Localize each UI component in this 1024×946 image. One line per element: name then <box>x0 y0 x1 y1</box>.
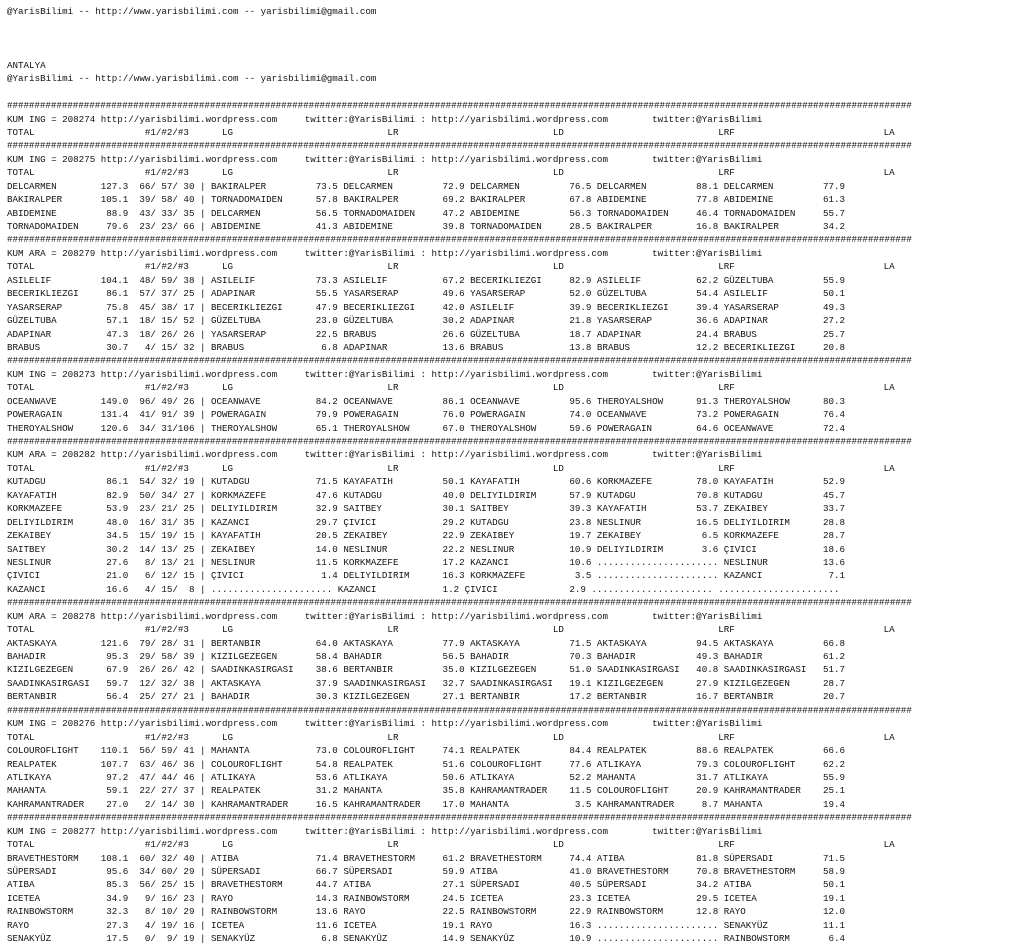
table-row: TORNADOMAIDEN 79.6 23/ 23/ 66 | ABIDEMINE 41.3 ABIDEMINE 39.8 TORNADOMAIDEN 28.5 BAKIRALPER 16.8 BAKIRALPER 34.2 <box>7 221 846 232</box>
table-row: SÜPERSADI 95.6 34/ 60/ 29 | SÜPERSADI 66.7 SÜPERSADI 59.9 ATIBA 41.0 BRAVETHESTORM 70.8 BRAVETHESTORM 58.9 <box>7 866 846 877</box>
separator-line: ##################################################################################################################################################################### <box>7 597 912 609</box>
table-row: BRAVETHESTORM 108.1 60/ 32/ 40 | ATIBA 71.4 BRAVETHESTORM 61.2 BRAVETHESTORM 74.4 ATIBA 81.8 SÜPERSADI 71.5 <box>7 852 846 864</box>
table-row: BAHADIR 95.3 29/ 58/ 39 | KIZILGEZEGEN 58.4 BAHADIR 56.5 BAHADIR 70.3 BAHADIR 49.3 BAHADIR 61.2 <box>7 651 846 662</box>
column-header: TOTAL #1/#2/#3 LG LR LD LRF LA <box>7 382 895 394</box>
blank-line <box>7 45 1024 58</box>
column-header: TOTAL #1/#2/#3 LG LR LD LRF LA <box>7 462 895 474</box>
table-row: ATLIKAYA 97.2 47/ 44/ 46 | ATLIKAYA 53.6 ATLIKAYA 50.6 ATLIKAYA 52.2 MAHANTA 31.7 ATLIKAYA 55.9 <box>7 771 846 783</box>
separator-line: ##################################################################################################################################################################### <box>7 812 912 824</box>
table-row: SAADINKASIRGASI 59.7 12/ 32/ 38 | AKTASKAYA 37.9 SAADINKASIRGASI 32.7 SAADINKASIRGASI 19.1 KIZILGEZEGEN 27.9 KIZILGEZEGEN 28.7 <box>7 677 846 689</box>
table-row: COLOUROFLIGHT 110.1 56/ 59/ 41 | MAHANTA 73.0 COLOUROFLIGHT 74.1 REALPATEK 84.4 REALPATEK 88.6 REALPATEK 66.6 <box>7 745 846 757</box>
column-header: TOTAL #1/#2/#3 LG LR LD LRF LA <box>7 624 895 636</box>
table-row: KORKMAZEFE 53.9 23/ 21/ 25 | DELIYILDIRIM 32.9 SAITBEY 30.1 SAITBEY 39.3 KAYAFATIH 53.7 ZEKAIBEY 33.7 <box>7 503 846 515</box>
header-line: @YarisBilimi -- http://www.yarisbilimi.com -- yarisbilimi@gmail.com <box>7 6 377 17</box>
separator-line: ##################################################################################################################################################################### <box>7 704 912 716</box>
table-row: YASARSERAP 75.8 45/ 38/ 17 | BECERIKLIEZGI 47.9 BECERIKLIEZGI 42.0 ASILELIF 39.9 BECERIKLIEZGI 39.4 YASARSERAP 49.3 <box>7 301 846 313</box>
column-header: TOTAL #1/#2/#3 LG LR LD LRF LA <box>7 839 895 851</box>
column-header: TOTAL #1/#2/#3 LG LR LD LRF LA <box>7 261 895 273</box>
table-row: RAYO 27.3 4/ 19/ 16 | ICETEA 11.6 ICETEA 19.1 RAYO 16.3 ...................... SENAKYÜZ 11.1 <box>7 919 846 931</box>
table-row: KUTADGU 86.1 54/ 32/ 19 | KUTADGU 71.5 KAYAFATIH 50.1 KAYAFATIH 60.6 KORKMAZEFE 78.0 KAYAFATIH 52.9 <box>7 476 846 488</box>
table-row: ABIDEMINE 88.9 43/ 33/ 35 | DELCARMEN 56.5 TORNADOMAIDEN 47.2 ABIDEMINE 56.3 TORNADOMAIDEN 46.4 TORNADOMAIDEN 55.7 <box>7 207 846 219</box>
table-row: BRABUS 30.7 4/ 15/ 32 | BRABUS 6.8 ADAPINAR 13.6 BRABUS 13.8 BRABUS 12.2 BECERIKLIEZGI 20.8 <box>7 341 846 353</box>
table-row: DELIYILDIRIM 48.0 16/ 31/ 35 | KAZANCI 29.7 ÇIVICI 29.2 KUTADGU 23.8 NESLINUR 16.5 DELIYILDIRIM 28.8 <box>7 516 846 528</box>
table-row: ZEKAIBEY 34.5 15/ 19/ 15 | KAYAFATIH 20.5 ZEKAIBEY 22.9 ZEKAIBEY 19.7 ZEKAIBEY 6.5 KORKMAZEFE 28.7 <box>7 530 846 542</box>
section-header: KUM ING = 208277 http://yarisbilimi.wordpress.com twitter:@YarisBilimi : http://yarisbilimi.wordpress.com twitter:@YarisBilimi <box>7 825 763 837</box>
blank-line <box>7 18 1024 31</box>
table-row: BECERIKLIEZGI 86.1 57/ 37/ 25 | ADAPINAR 55.5 YASARSERAP 49.6 YASARSERAP 52.0 GÜZELTUBA 54.4 ASILELIF 50.1 <box>7 288 846 300</box>
table-row: ATIBA 85.3 56/ 25/ 15 | BRAVETHESTORM 44.7 ATIBA 27.1 SÜPERSADI 40.5 SÜPERSADI 34.2 ATIBA 50.1 <box>7 879 846 891</box>
table-row: REALPATEK 107.7 63/ 46/ 36 | COLOUROFLIGHT 54.8 REALPATEK 51.6 COLOUROFLIGHT 77.6 ATLIKAYA 79.3 COLOUROFLIGHT 62.2 <box>7 758 846 770</box>
table-row: MAHANTA 59.1 22/ 27/ 37 | REALPATEK 31.2 MAHANTA 35.8 KAHRAMANTRADER 11.5 COLOUROFLIGHT 20.9 KAHRAMANTRADER 25.1 <box>7 785 846 797</box>
separator-line: ##################################################################################################################################################################### <box>7 436 912 447</box>
blank-line <box>7 86 1024 99</box>
table-row: AKTASKAYA 121.6 79/ 28/ 31 | BERTANBIR 64.0 AKTASKAYA 77.9 AKTASKAYA 71.5 AKTASKAYA 94.5 AKTASKAYA 66.8 <box>7 637 846 649</box>
table-row: RAINBOWSTORM 32.3 8/ 10/ 29 | RAINBOWSTORM 13.6 RAYO 22.5 RAINBOWSTORM 22.9 RAINBOWSTORM 12.8 RAYO 12.0 <box>7 906 846 918</box>
table-row: KIZILGEZEGEN 67.9 26/ 26/ 42 | SAADINKASIRGASI 38.6 BERTANBIR 35.0 KIZILGEZEGEN 51.0 SAADINKASIRGASI 40.8 SAADINKASIRGASI 51.7 <box>7 664 846 676</box>
section-header: KUM ARA = 208279 http://yarisbilimi.wordpress.com twitter:@YarisBilimi : http://yarisbilimi.wordpress.com twitter:@YarisBilimi <box>7 247 763 259</box>
separator-line: ##################################################################################################################################################################### <box>7 355 912 367</box>
table-row: ADAPINAR 47.3 18/ 26/ 26 | YASARSERAP 22.5 BRABUS 26.6 GÜZELTUBA 18.7 ADAPINAR 24.4 BRABUS 25.7 <box>7 328 846 340</box>
section-header: KUM ARA = 208278 http://yarisbilimi.wordpress.com twitter:@YarisBilimi : http://yarisbilimi.wordpress.com twitter:@YarisBilimi <box>7 610 763 622</box>
table-row: OCEANWAVE 149.0 96/ 49/ 26 | OCEANWAVE 84.2 OCEANWAVE 86.1 OCEANWAVE 95.6 THEROYALSHOW 91.3 THEROYALSHOW 80.3 <box>7 395 846 407</box>
section-header: KUM ING = 208273 http://yarisbilimi.wordpress.com twitter:@YarisBilimi : http://yarisbilimi.wordpress.com twitter:@YarisBilimi <box>7 368 763 380</box>
section-header: KUM ING = 208275 http://yarisbilimi.wordpress.com twitter:@YarisBilimi : http://yarisbilimi.wordpress.com twitter:@YarisBilimi <box>7 153 763 165</box>
table-row: KAYAFATIH 82.9 50/ 34/ 27 | KORKMAZEFE 47.6 KUTADGU 40.0 DELIYILDIRIM 57.9 KUTADGU 70.8 KUTADGU 45.7 <box>7 489 846 501</box>
table-row: DELCARMEN 127.3 66/ 57/ 30 | BAKIRALPER 73.5 DELCARMEN 72.9 DELCARMEN 76.5 DELCARMEN 88.1 DELCARMEN 77.9 <box>7 180 846 192</box>
section-header: KUM ARA = 208282 http://yarisbilimi.wordpress.com twitter:@YarisBilimi : http://yarisbilimi.wordpress.com twitter:@YarisBilimi <box>7 449 763 461</box>
table-row: SENAKYÜZ 17.5 0/ 9/ 19 | SENAKYÜZ 6.8 SENAKYÜZ 14.9 SENAKYÜZ 10.9 ...................... RAINBOWSTORM 6.4 <box>7 933 846 945</box>
table-row: SAITBEY 30.2 14/ 13/ 25 | ZEKAIBEY 14.0 NESLINUR 22.2 NESLINUR 10.9 DELIYILDIRIM 3.6 ÇIVICI 18.6 <box>7 543 846 555</box>
table-row: GÜZELTUBA 57.1 18/ 15/ 52 | GÜZELTUBA 23.0 GÜZELTUBA 30.2 ADAPINAR 21.8 YASARSERAP 36.6 ADAPINAR 27.2 <box>7 315 846 327</box>
table-row: BAKIRALPER 105.1 39/ 58/ 40 | TORNADOMAIDEN 57.8 BAKIRALPER 69.2 BAKIRALPER 67.8 ABIDEMINE 77.8 ABIDEMINE 61.3 <box>7 194 846 206</box>
column-header: TOTAL #1/#2/#3 LG LR LD LRF LA <box>7 167 895 179</box>
blank-line <box>7 32 1024 45</box>
table-row: ÇIVICI 21.0 6/ 12/ 15 | ÇIVICI 1.4 DELIYILDIRIM 16.3 KORKMAZEFE 3.5 ...................... KAZANCI 7.1 <box>7 570 846 582</box>
table-row: NESLINUR 27.6 8/ 13/ 21 | NESLINUR 11.5 KORKMAZEFE 17.2 KAZANCI 10.6 ...................... NESLINUR 13.6 <box>7 556 846 568</box>
city-title: ANTALYA <box>7 59 46 71</box>
header-line: @YarisBilimi -- http://www.yarisbilimi.com -- yarisbilimi@gmail.com <box>7 73 377 85</box>
column-header: TOTAL #1/#2/#3 LG LR LD LRF LA <box>7 731 895 743</box>
table-row: KAZANCI 16.6 4/ 15/ 8 | ...................... KAZANCI 1.2 ÇIVICI 2.9 ...................... ...................... <box>7 583 840 595</box>
section-header: KUM ING = 208276 http://yarisbilimi.wordpress.com twitter:@YarisBilimi : http://yarisbilimi.wordpress.com twitter:@YarisBilimi <box>7 718 763 730</box>
separator-line: ##################################################################################################################################################################### <box>7 100 912 112</box>
table-row: ASILELIF 104.1 48/ 59/ 38 | ASILELIF 73.3 ASILELIF 67.2 BECERIKLIEZGI 82.9 ASILELIF 62.2 GÜZELTUBA 55.9 <box>7 274 846 286</box>
column-header: TOTAL #1/#2/#3 LG LR LD LRF LA <box>7 126 895 138</box>
separator-line: ##################################################################################################################################################################### <box>7 234 912 246</box>
table-row: POWERAGAIN 131.4 41/ 91/ 39 | POWERAGAIN 79.9 POWERAGAIN 76.0 POWERAGAIN 74.0 OCEANWAVE 73.2 POWERAGAIN 76.4 <box>7 409 846 421</box>
table-row: THEROYALSHOW 120.6 34/ 31/106 | THEROYALSHOW 65.1 THEROYALSHOW 67.0 THEROYALSHOW 59.6 POWERAGAIN 64.6 OCEANWAVE 72.4 <box>7 422 846 434</box>
separator-line: ##################################################################################################################################################################### <box>7 140 912 152</box>
table-row: BERTANBIR 56.4 25/ 27/ 21 | BAHADIR 30.3 KIZILGEZEGEN 27.1 BERTANBIR 17.2 BERTANBIR 16.7 BERTANBIR 20.7 <box>7 691 846 703</box>
table-row: ICETEA 34.9 9/ 16/ 23 | RAYO 14.3 RAINBOWSTORM 24.5 ICETEA 23.3 ICETEA 29.5 ICETEA 19.1 <box>7 892 846 904</box>
table-row: KAHRAMANTRADER 27.0 2/ 14/ 30 | KAHRAMANTRADER 16.5 KAHRAMANTRADER 17.0 MAHANTA 3.5 KAHRAMANTRADER 8.7 MAHANTA 19.4 <box>7 798 846 810</box>
section-header: KUM ING = 208274 http://yarisbilimi.wordpress.com twitter:@YarisBilimi : http://yarisbilimi.wordpress.com twitter:@YarisBilimi <box>7 113 763 125</box>
